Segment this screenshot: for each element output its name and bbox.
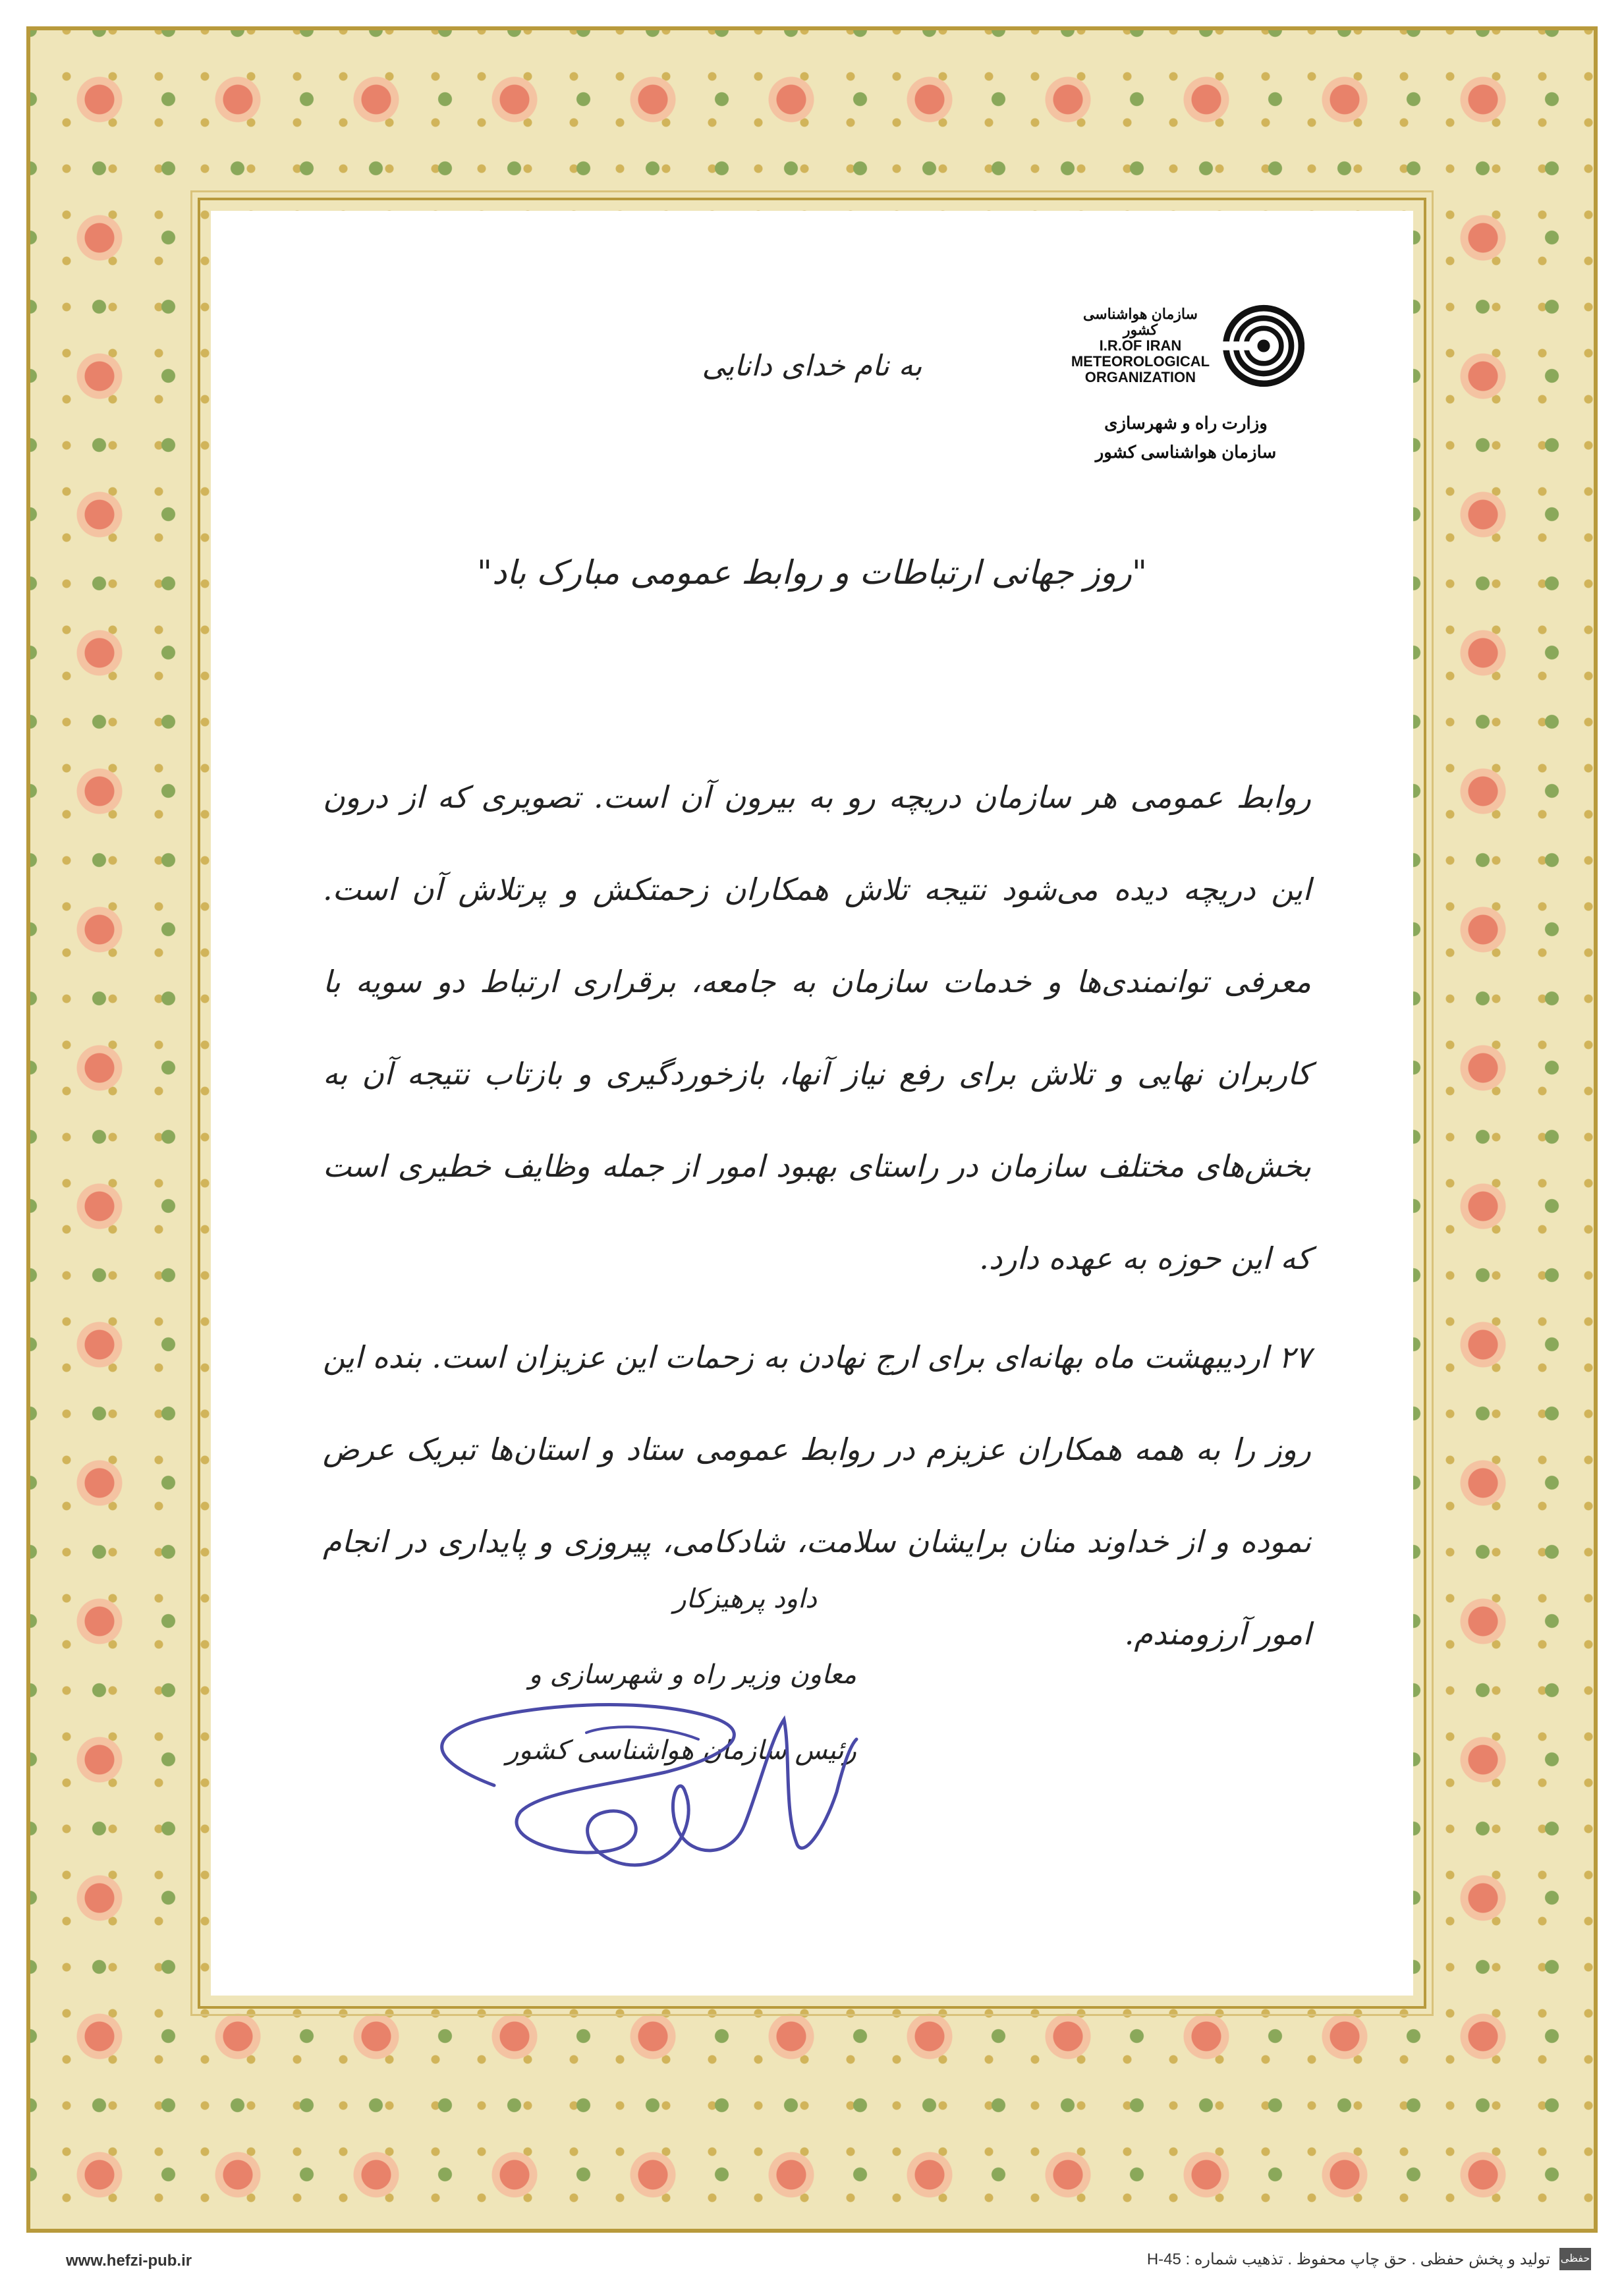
organization-logo-block — [1067, 303, 1304, 466]
ministry-line-2: سازمان هواشناسی کشور — [1095, 442, 1277, 462]
ministry-caption — [1067, 408, 1304, 466]
basmala-heading: به نام خدای دانایی — [702, 349, 922, 383]
body-paragraph-1: روابط عمومی هر سازمان دریچه رو به بیرون آن است. تصویری که از درون این دریچه دیده می‌شود نتیجه تلاش همکاران زحمتکش و پرتلاش آن است. معرفی توانمندی‌ها و خدمات سازمان به جامعه، برقراری ارتباط دو سویه با کاربران نهایی و تلاش برای رفع نیاز آنها، بازخوردگیری و بازتاب نتیجه آن به بخش‌های مختلف سازمان در راستای بهبود امور از جمله وظایف خطیری است که این حوزه به عهده دارد. — [323, 779, 1311, 1276]
body-paragraph-2: ۲۷ اردیبهشت ماه بهانه‌ای برای ارج نهادن به زحمات این عزیزان است. بنده این روز را به همه همکاران عزیزم در روابط عمومی ستاد و استان‌ها تبریک عرض نموده و از خداوند منان برایشان سلامت، شادکامی، پیروزی و پایداری در انجام امور آرزومندم. — [323, 1339, 1311, 1652]
publisher-mark: حفظی — [1559, 2248, 1591, 2270]
publisher-website: www.hefzi-pub.ir — [66, 2252, 192, 2270]
letter-body — [323, 751, 1311, 1680]
signatory-title-2: رئیس سازمان هواشناسی کشور — [506, 1735, 856, 1766]
print-info-text: تولید و پخش حفظی . حق چاپ محفوظ . تذهیب شماره : H-45 — [1146, 2250, 1550, 2268]
handwritten-signature — [389, 1660, 929, 1878]
logo-name-en-1: I.R.OF IRAN — [1099, 337, 1182, 354]
ministry-line-1: وزارت راه و شهرسازی — [1104, 413, 1268, 433]
print-info — [1147, 2248, 1591, 2270]
logo-name-fa: سازمان هواشناسی کشور — [1082, 305, 1198, 338]
signatory-name: داود پرهیزکار — [673, 1584, 817, 1614]
page-title: "روز جهانی ارتباطات و روابط عمومی مبارک باد" — [477, 553, 1147, 592]
logo-name-en-2: METEOROLOGICAL — [1071, 353, 1210, 370]
signatory-title-1: معاون وزیر راه و شهرسازی و — [528, 1660, 856, 1690]
logo-name-en-3: ORGANIZATION — [1084, 369, 1196, 386]
